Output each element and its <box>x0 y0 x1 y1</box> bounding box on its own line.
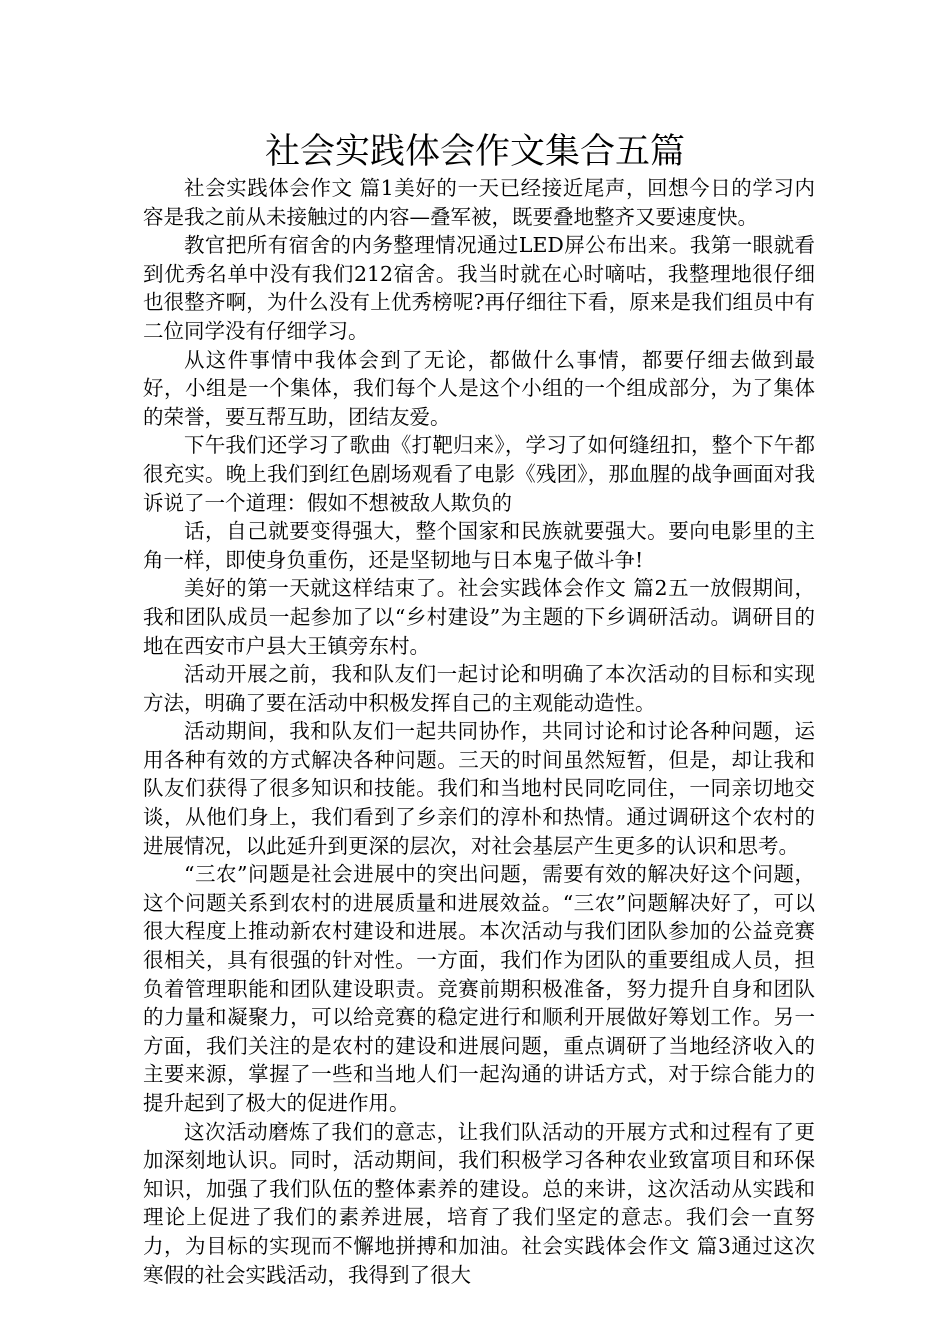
paragraph-8: 活动期间，我和队友们一起共同协作，共同讨论和讨论各种问题，运用各种有效的方式解决各种问题。三天的时间虽然短暂，但是，却让我和队友们获得了很多知识和技能。我们和当地村民同吃同住，一同亲切地交谈，从他们身上，我们看到了乡亲们的淳朴和热情。通过调研这个农村的进展情况，以此延升到更深的层次，对社会基层产生更多的认识和思考。 <box>143 719 815 858</box>
paragraph-10: 这次活动磨炼了我们的意志，让我们队活动的开展方式和过程有了更加深刻地认识。同时，活动期间，我们积极学习各种农业致富项目和环保知识，加强了我们队伍的整体素养的建设。总的来讲，这次活动从实践和理论上促进了我们的素养进展，培育了我们坚定的意志。我们会一直努力，为目标的实现而不懈地拼搏和加油。社会实践体会作文 篇3通过这次寒假的社会实践活动，我得到了很大 <box>143 1119 815 1287</box>
document-body <box>143 174 815 1289</box>
paragraph-1: 社会实践体会作文 篇1美好的一天已经接近尾声，回想今日的学习内容是我之前从未接触过的内容—叠军被，既要叠地整齐又要速度快。 <box>143 176 815 229</box>
paragraph-5: 话，自己就要变得强大，整个国家和民族就要强大。要向电影里的主角一样，即使身负重伤，还是坚韧地与日本鬼子做斗争! <box>143 519 815 572</box>
document-title: 社会实践体会作文集合五篇 <box>264 132 685 172</box>
paragraph-2: 教官把所有宿舍的内务整理情况通过LED屏公布出来。我第一眼就看到优秀名单中没有我们212宿舍。我当时就在心时嘀咕，我整理地很仔细也很整齐啊，为什么没有上优秀榜呢?再仔细往下看，原来是我们组员中有二位同学没有仔细学习。 <box>143 233 815 343</box>
paragraph-9: “三农”问题是社会进展中的突出问题，需要有效的解决好这个问题，这个问题关系到农村的进展质量和进展效益。“三农”问题解决好了，可以很大程度上推动新农村建设和进展。本次活动与我们团队参加的公益竞赛很相关，具有很强的针对性。一方面，我们作为团队的重要组成人员，担负着管理职能和团队建设职责。竞赛前期积极准备，努力提升自身和团队的力量和凝聚力，可以给竞赛的稳定进行和顺利开展做好筹划工作。另一方面，我们关注的是农村的建设和进展问题，重点调研了当地经济收入的主要来源，掌握了一些和当地人们一起沟通的讲话方式，对于综合能力的提升起到了极大的促进作用。 <box>143 862 815 1115</box>
paragraph-6: 美好的第一天就这样结束了。社会实践体会作文 篇2五一放假期间，我和团队成员一起参加了以“乡村建设”为主题的下乡调研活动。调研目的地在西安市户县大王镇旁东村。 <box>143 576 815 658</box>
paragraph-4: 下午我们还学习了歌曲《打靶归来》，学习了如何缝纽扣，整个下午都很充实。晚上我们到红色剧场观看了电影《残团》，那血腥的战争画面对我诉说了一个道理：假如不想被敌人欺负的 <box>143 433 815 515</box>
paragraph-7: 活动开展之前，我和队友们一起讨论和明确了本次活动的目标和实现方法，明确了要在活动中积极发挥自己的主观能动造性。 <box>143 662 815 715</box>
paragraph-3: 从这件事情中我体会到了无论，都做什么事情，都要仔细去做到最好，小组是一个集体，我们每个人是这个小组的一个组成部分，为了集体的荣誉，要互帮互助，团结友爱。 <box>143 347 815 429</box>
